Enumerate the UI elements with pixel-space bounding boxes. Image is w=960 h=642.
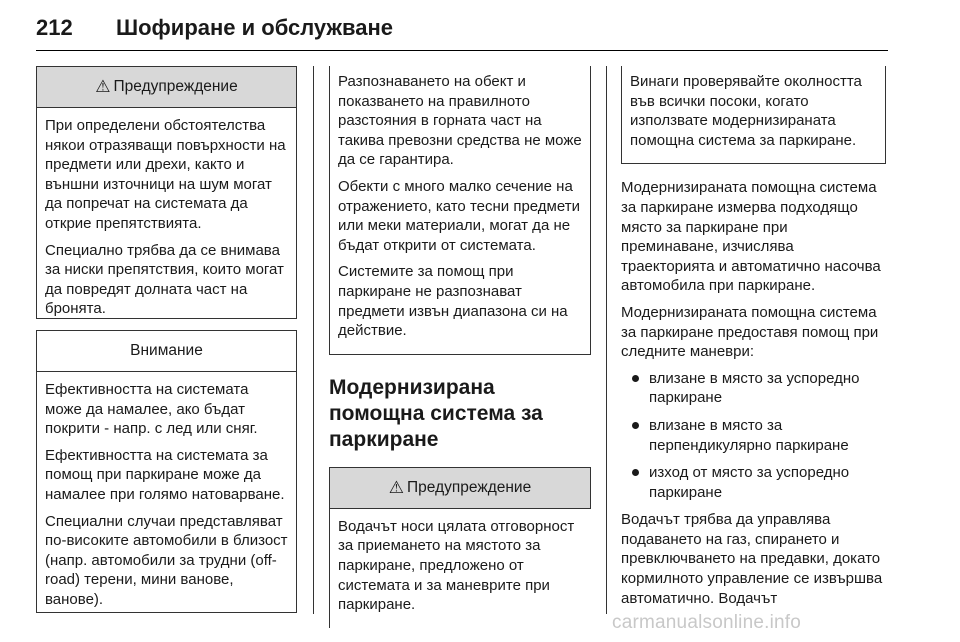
column-1 <box>36 66 297 613</box>
warning-box-header <box>330 468 591 509</box>
warning-triangle-icon: ⚠ <box>388 477 405 497</box>
list-item: изход от място за успоредно паркиране <box>621 463 886 502</box>
continued-paragraph: Системите за помощ при паркиране не разпознават предмети извън диапазона си на действие. <box>338 263 568 340</box>
warning-box <box>36 66 297 319</box>
column-divider <box>606 66 607 614</box>
warning-paragraph: Водачът носи цялата отговорност за приемането на мястото за паркиране, предложено от системата и за маневрите при паркиране. <box>338 517 575 614</box>
section-heading: Модернизирана помощна система за паркиране <box>329 375 543 451</box>
watermark: carmanualsonline.info <box>612 612 802 633</box>
warning-paragraph: Специално трябва да се внимава за ниски препятствия, които могат да повредят долната част на бронята. <box>45 241 284 318</box>
warning-box-header <box>37 67 296 108</box>
warning-box-title: Предупреждение <box>407 478 532 496</box>
caution-box-body <box>37 372 296 612</box>
warning-paragraph: При определени обстоятелства някои отразяващи повърхности на предмети или дрехи, както и външни източници на шум могат да попречат на системата да открие препятствията. <box>45 117 286 232</box>
column-3 <box>621 66 886 615</box>
warning-box <box>329 467 591 628</box>
warning-triangle-icon: ⚠ <box>95 77 111 96</box>
page-title: Шофиране и обслужване <box>116 15 394 40</box>
body-paragraph: Модернизираната помощна система за паркиране предоставя помощ при следните маневри: <box>621 303 879 361</box>
column-2 <box>329 66 591 628</box>
maneuver-list <box>621 369 886 503</box>
continued-paragraph: Винаги проверявайте околността във всички посоки, когато използвате модернизираната помощна система за паркиране. <box>630 73 862 149</box>
warning-box-body <box>37 108 296 318</box>
caution-box <box>36 330 297 613</box>
caution-paragraph: Специални случаи представляват по-високите автомобили в близост (напр. автомобили за трудни (off-road) терени, мини ванове, ванове). <box>45 512 288 608</box>
list-item: влизане в място за перпендикулярно паркиране <box>621 416 886 455</box>
caution-paragraph: Ефективността на системата за помощ при паркиране може да намалее при голямо натоварване. <box>45 446 285 503</box>
continued-warning-box <box>621 66 886 164</box>
page-number: 212 <box>36 15 73 40</box>
continued-box-body <box>622 66 885 163</box>
caution-paragraph: Ефективността на системата може да намалее, ако бъдат покрити - напр. с лед или сняг. <box>45 381 258 438</box>
column-divider <box>313 66 314 614</box>
caution-box-title: Внимание <box>130 342 203 359</box>
caution-box-header <box>37 331 296 372</box>
bullet-icon <box>632 422 639 429</box>
body-paragraph: Модернизираната помощна система за паркиране измерва подходящо място за паркиране при преминаване, изчислява траекторията и автоматично насочва автомобила при паркиране. <box>621 179 881 295</box>
bullet-icon <box>632 469 639 476</box>
list-item: влизане в място за успоредно паркиране <box>621 369 886 408</box>
continued-paragraph: Обекти с много малко сечение на отражението, като тесни предмети или меки материали, могат да не бъдат открити от системата. <box>338 177 580 254</box>
bullet-icon <box>632 375 639 382</box>
page-header <box>36 4 888 51</box>
continued-warning-box <box>329 66 591 355</box>
continued-paragraph: Разпознаването на обект и показването на правилното разстояния в горната част на такива превозни средства не може да се гарантира. <box>338 73 582 169</box>
continued-box-body <box>330 66 590 354</box>
warning-box-title: Предупреждение <box>113 78 238 95</box>
body-paragraph: Водачът трябва да управлява подаването на газ, спирането и превключването на предавки, докато кормилното управление се извършва автоматично. Водачът <box>621 511 883 607</box>
warning-box-body <box>330 509 591 628</box>
